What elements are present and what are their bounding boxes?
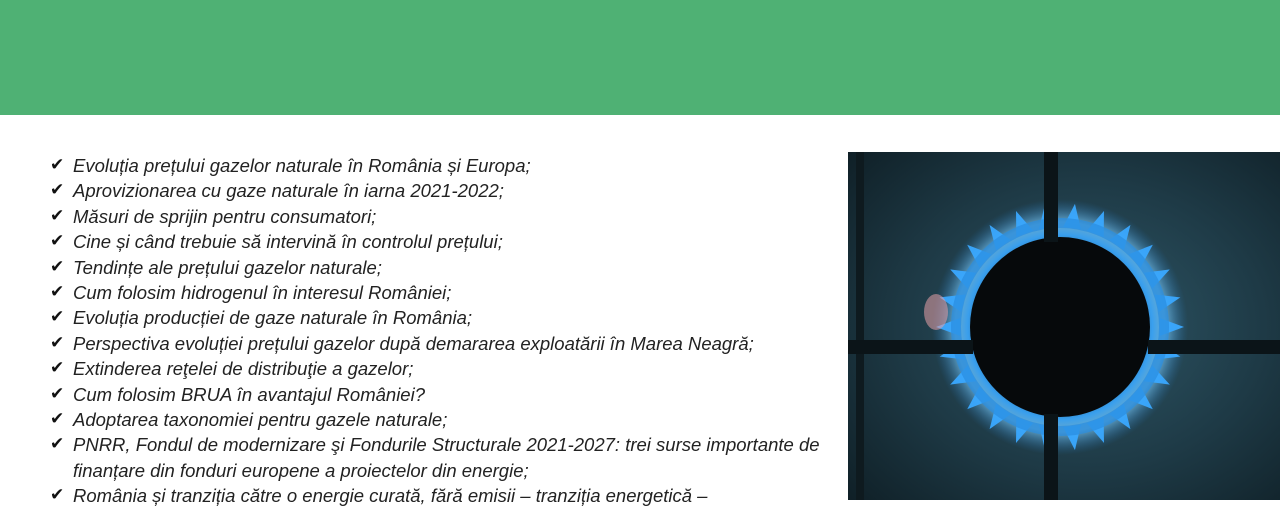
- checkmark-icon: ✔: [50, 205, 65, 225]
- agenda-item: [50, 407, 830, 432]
- checkmark-icon: ✔: [50, 231, 65, 251]
- checkmark-icon: ✔: [50, 383, 65, 403]
- agenda-item-text: Măsuri de sprijin pentru consumatori;: [73, 205, 377, 227]
- grate-bar-top: [1044, 152, 1058, 242]
- checkmark-icon: ✔: [50, 155, 65, 174]
- gas-burner-photo: [848, 152, 1280, 500]
- agenda-item: [50, 280, 830, 305]
- agenda-item-text: Perspectiva evoluției prețului gazelor după demararea exploatării în Marea Neagră;: [73, 332, 754, 354]
- agenda-item: [50, 178, 830, 203]
- agenda-item-text: Tendințe ale prețului gazelor naturale;: [73, 256, 382, 278]
- agenda-item: [50, 382, 830, 407]
- agenda-item-text: Extinderea reţelei de distribuţie a gazelor;: [73, 358, 414, 380]
- agenda-item: [50, 204, 830, 229]
- agenda-item: [50, 331, 830, 356]
- agenda-item: [50, 305, 830, 330]
- checkmark-icon: ✔: [50, 307, 65, 327]
- agenda-item-text: PNRR, Fondul de modernizare şi Fondurile Structurale 2021-2027: trei surse importante de finanțare din fonduri europene a proiectelor din energie;: [73, 434, 820, 481]
- agenda-item-text: Cine și când trebuie să intervină în controlul prețului;: [73, 231, 503, 253]
- agenda-item: [50, 153, 830, 178]
- burner-cap: [970, 237, 1150, 417]
- agenda-item-text: Evoluția producției de gaze naturale în România;: [73, 307, 473, 329]
- agenda-item: [50, 229, 830, 254]
- checkmark-icon: ✔: [50, 409, 65, 429]
- agenda-list: [50, 153, 830, 509]
- checkmark-icon: ✔: [50, 180, 65, 200]
- grate-bar-right-arm: [1148, 340, 1280, 354]
- checkmark-icon: ✔: [50, 358, 65, 378]
- agenda-item-text: Aprovizionarea cu gaze naturale în iarna 2021-2022;: [73, 180, 504, 202]
- agenda-item: [50, 356, 830, 381]
- checkmark-icon: ✔: [50, 332, 65, 352]
- checkmark-icon: ✔: [50, 256, 65, 276]
- checkmark-icon: ✔: [50, 282, 65, 302]
- agenda-item: [50, 255, 830, 280]
- checkmark-icon: ✔: [50, 434, 65, 454]
- grate-bar-left-arm: [848, 340, 973, 354]
- agenda-item: [50, 432, 830, 483]
- gas-burner-illustration: [848, 152, 1280, 500]
- agenda-item-text: Adoptarea taxonomiei pentru gazele naturale;: [73, 409, 448, 431]
- grate-bar-left: [856, 152, 864, 500]
- agenda-item-text: Cum folosim BRUA în avantajul României?: [73, 383, 425, 405]
- grate-bar-bottom: [1044, 414, 1058, 500]
- header-band: [0, 0, 1280, 115]
- agenda-item: [50, 483, 830, 508]
- flame-warm-tint: [924, 294, 948, 330]
- agenda-item-text: România și tranziția către o energie curată, fără emisii – tranziția energetică –: [73, 485, 708, 507]
- agenda-item-text: Evoluția prețului gazelor naturale în România și Europa;: [73, 155, 531, 176]
- checkmark-icon: ✔: [50, 485, 65, 505]
- agenda-item-text: Cum folosim hidrogenul în interesul României;: [73, 282, 452, 304]
